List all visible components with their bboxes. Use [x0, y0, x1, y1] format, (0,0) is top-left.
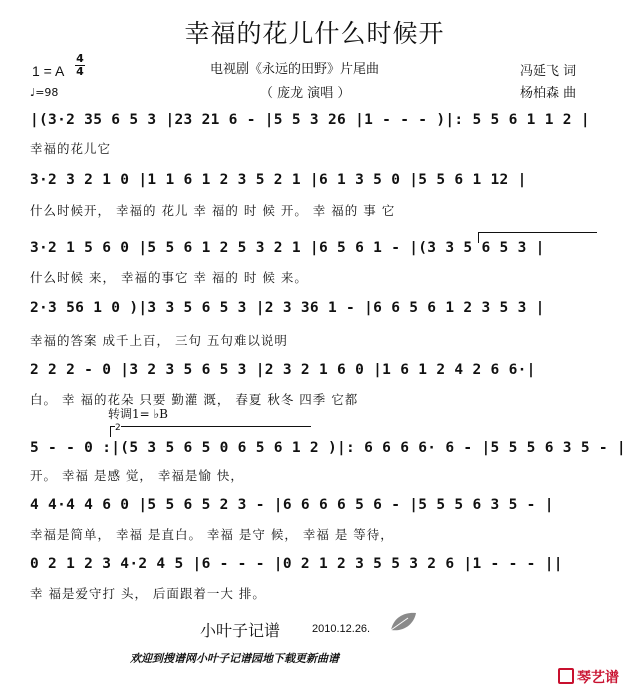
song-subtitle: 电视剧《永远的田野》片尾曲	[210, 62, 380, 77]
site-logo-text: 琴艺谱	[577, 670, 619, 686]
volta-number: 2	[115, 423, 121, 433]
lyricist-credit: 冯延飞 词	[520, 64, 577, 79]
singer-credit: （ 庞龙 演唱 ）	[260, 86, 351, 101]
notation-row-7: 4 4·4 4 6 0 |5 5 6 5 2 3 - |6 6 6 6 5 6 - |5 5 5 6 3 5 - |	[30, 497, 554, 513]
lyrics-row-8: 幸 福是爱守打 头， 后面跟着一大 排。	[30, 586, 266, 601]
tempo-marking: ♩=98	[30, 86, 59, 99]
notation-row-2: 3·2 3 2 1 0 |1 1 6 1 2 3 5 2 1 |6 1 3 5 0 |5 5 6 1 12 |	[30, 172, 527, 188]
modulation-marking: 转调1= ♭B	[108, 407, 168, 421]
lyrics-row-4: 幸福的答案 成千上百， 三句 五句难以说明	[30, 333, 288, 348]
transcription-date: 2010.12.26.	[312, 623, 371, 635]
notation-row-4: 2·3 56 1 0 )|3 3 5 6 5 3 |2 3 36 1 - |6 6 5 6 1 2 3 5 3 |	[30, 300, 545, 316]
leaf-icon	[388, 610, 418, 634]
volta-bracket	[110, 423, 311, 437]
time-signature-bottom: 4	[76, 65, 84, 78]
notation-row-6: 5 - - 0 :|(5 3 5 6 5 0 6 5 6 1 2 )|: 6 6 6 6· 6 - |5 5 5 6 3 5 - |	[30, 440, 626, 456]
site-logo	[558, 667, 619, 687]
composer-credit: 杨柏森 曲	[520, 86, 577, 101]
time-signature-top: 4	[76, 52, 84, 65]
notation-row-8: 0 2 1 2 3 4·2 4 5 |6 - - - |0 2 1 2 3 5 5 3 2 6 |1 - - - ||	[30, 556, 563, 572]
notation-row-5: 2 2 2 - 0 |3 2 3 5 6 5 3 |2 3 2 1 6 0 |1 6 1 2 4 2 6 6·|	[30, 362, 536, 378]
lyrics-row-7: 幸福是简单， 幸福 是直白。 幸福 是守 候， 幸福 是 等待，	[30, 527, 394, 542]
logo-mark-icon	[558, 668, 574, 684]
time-signature	[75, 54, 85, 77]
song-title: 幸福的花儿什么时候开	[184, 19, 445, 48]
lyrics-row-6: 开。 幸福 是感 觉， 幸福是愉 快，	[30, 468, 244, 483]
footer-note: 欢迎到搜谱网小叶子记谱园地下载更新曲谱	[130, 652, 339, 665]
key-signature: 1 = A	[32, 63, 65, 79]
lyrics-row-2: 什么时候开， 幸福的 花儿 幸 福的 时 候 开。 幸 福的 事 它	[30, 203, 396, 218]
transcriber-signature: 小叶子记谱	[200, 621, 281, 640]
notation-row-3: 3·2 1 5 6 0 |5 5 6 1 2 5 3 2 1 |6 5 6 1 - |(3 3 5 6 5 3 |	[30, 240, 545, 256]
lyrics-row-5: 白。 幸 福的花朵 只要 勤灌 溉， 春夏 秋冬 四季 它都	[30, 392, 359, 407]
lyrics-row-3: 什么时候 来， 幸福的事它 幸 福的 时 候 来。	[30, 270, 308, 285]
notation-row-1: |(3·2 35 6 5 3 |23 21 6 - |5 5 3 26 |1 - - - )|: 5 5 6 1 1 2 |	[30, 112, 590, 128]
lyrics-row-1: 幸福的花儿它	[30, 141, 112, 156]
